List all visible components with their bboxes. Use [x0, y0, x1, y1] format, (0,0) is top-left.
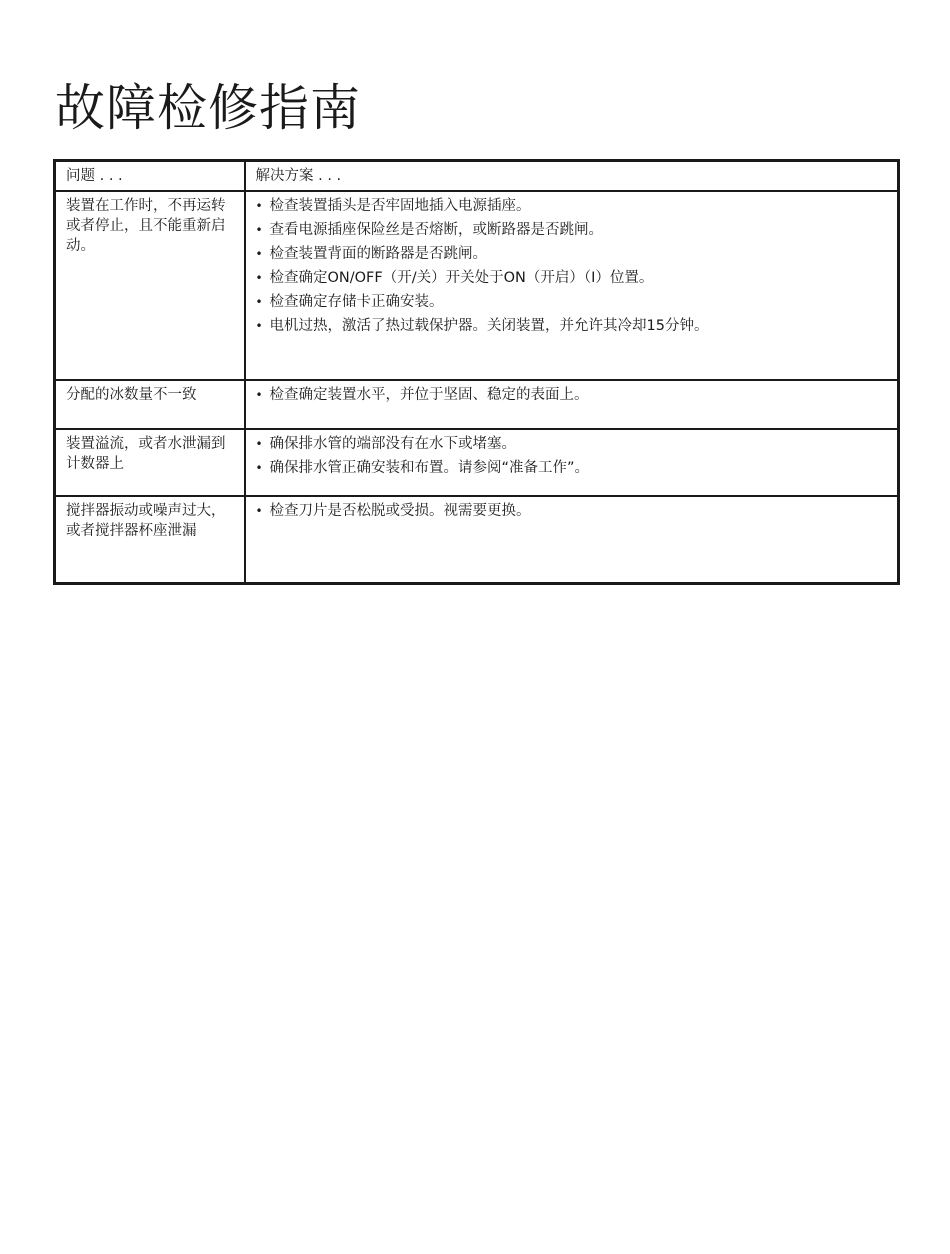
table-row	[55, 496, 899, 583]
bullet-icon: •	[255, 295, 263, 309]
table-row	[55, 380, 899, 429]
problem-column-header: 问题 . . .	[55, 161, 245, 192]
page-title: 故障检修指南	[55, 79, 361, 137]
problem-cell: 装置在工作时，不再运转或者停止，且不能重新启动。	[55, 191, 245, 380]
bullet-icon: •	[255, 437, 263, 451]
solution-text: 检查确定装置水平，并位于坚固、稳定的表面上。	[269, 387, 589, 403]
solution-cell	[245, 380, 899, 429]
bullet-icon: •	[255, 504, 263, 518]
bullet-icon: •	[255, 271, 263, 285]
solution-text: 检查装置插头是否牢固地插入电源插座。	[269, 198, 531, 214]
solution-list	[256, 434, 888, 478]
solution-item	[256, 385, 888, 405]
solution-text: 查看电源插座保险丝是否熔断，或断路器是否跳闸。	[269, 222, 603, 238]
solution-item	[256, 244, 888, 264]
solution-item	[256, 220, 888, 240]
bullet-icon: •	[255, 199, 263, 213]
solution-column-header: 解决方案 . . .	[245, 161, 899, 192]
solution-text: 检查装置背面的断路器是否跳闸。	[269, 246, 487, 262]
solution-item	[256, 292, 888, 312]
solution-list	[256, 196, 888, 336]
solution-text: 确保排水管正确安装和布置。请参阅“准备工作”。	[269, 460, 590, 476]
bullet-icon: •	[255, 319, 263, 333]
solution-list	[256, 385, 888, 405]
solution-item	[256, 196, 888, 216]
solution-cell	[245, 429, 899, 496]
table-header-row	[55, 161, 899, 192]
problem-cell: 搅拌器振动或噪声过大，或者搅拌器杯座泄漏	[55, 496, 245, 583]
solution-item	[256, 501, 888, 521]
solution-text: 电机过热，激活了热过载保护器。关闭装置，并允许其冷却15分钟。	[269, 318, 709, 334]
solution-cell	[245, 191, 899, 380]
solution-text: 确保排水管的端部没有在水下或堵塞。	[269, 436, 516, 452]
solution-list	[256, 501, 888, 521]
solution-item	[256, 458, 888, 478]
solution-text: 检查刀片是否松脱或受损。视需要更换。	[269, 503, 531, 519]
troubleshooting-table	[53, 159, 900, 585]
problem-cell: 分配的冰数量不一致	[55, 380, 245, 429]
bullet-icon: •	[255, 461, 263, 475]
solution-item	[256, 268, 888, 288]
bullet-icon: •	[255, 223, 263, 237]
bullet-icon: •	[255, 247, 263, 261]
solution-text: 检查确定ON/OFF（开/关）开关处于ON（开启）（I）位置。	[269, 270, 654, 286]
table-row	[55, 191, 899, 380]
bullet-icon: •	[255, 388, 263, 402]
problem-cell: 装置溢流，或者水泄漏到计数器上	[55, 429, 245, 496]
solution-cell	[245, 496, 899, 583]
solution-item	[256, 316, 888, 336]
solution-item	[256, 434, 888, 454]
table-row	[55, 429, 899, 496]
solution-text: 检查确定存储卡正确安装。	[269, 294, 444, 310]
